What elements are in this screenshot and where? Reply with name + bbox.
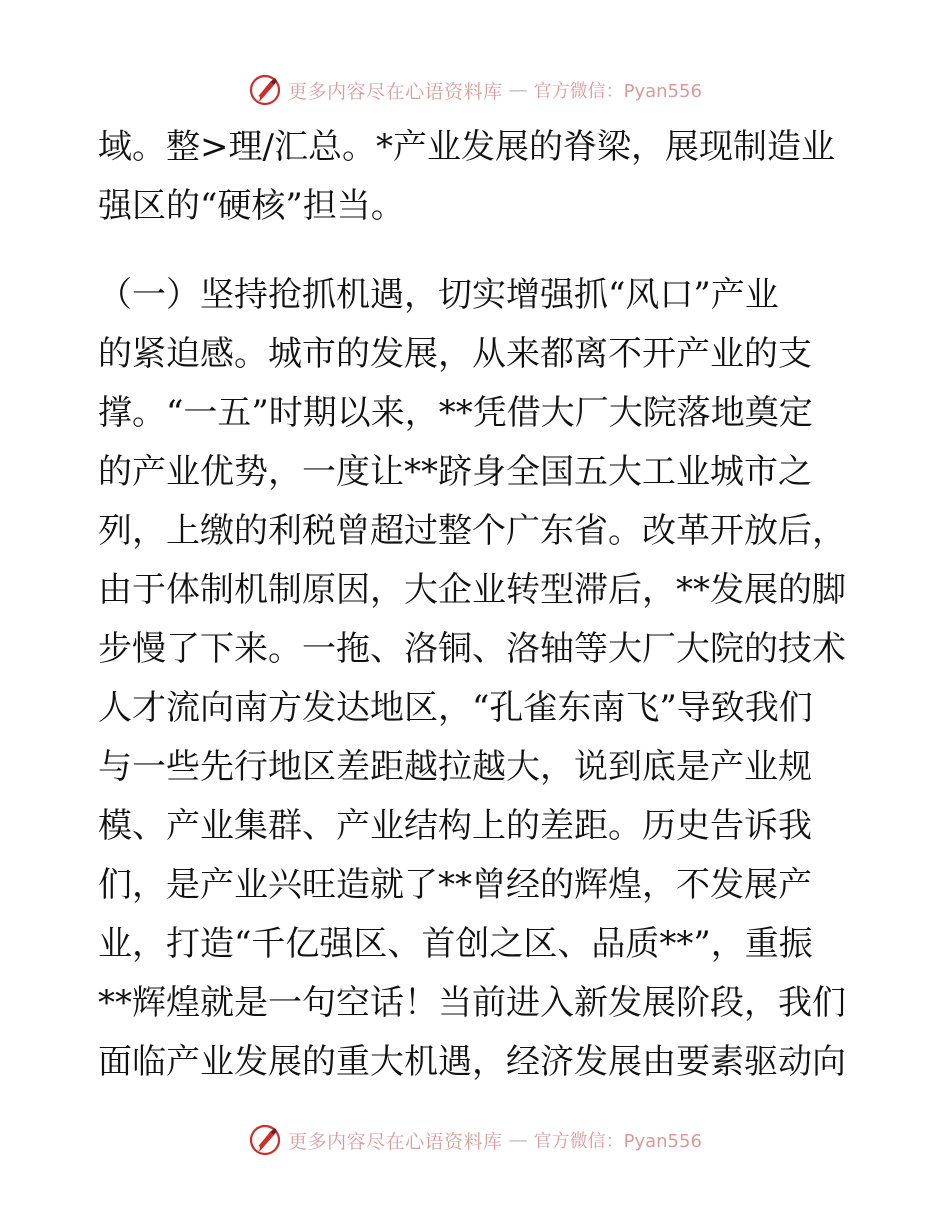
- text-line: **辉煌就是一句空话！当前进入新发展阶段，我们: [98, 983, 846, 1023]
- footer-banner: [0, 1120, 950, 1160]
- banner-contact: 官方微信：Pyan556: [533, 1131, 702, 1152]
- text-line: 们，是产业兴旺造就了**曾经的辉煌，不发展产: [98, 865, 812, 905]
- quill-pen-logo-icon: [248, 73, 282, 107]
- text-line: （一）坚持抢抓机遇，切实增强抓“风口”产业: [98, 275, 779, 315]
- banner-title: 更多内容尽在心语资料库: [288, 1130, 503, 1153]
- quill-pen-logo-icon: [248, 1123, 282, 1157]
- text-line: 人才流向南方发达地区，“孔雀东南飞”导致我们: [98, 688, 813, 728]
- text-line: 模、产业集群、产业结构上的差距。历史告诉我: [98, 806, 812, 846]
- text-line: 列，上缴的利税曾超过整个广东省。改革开放后，: [98, 511, 846, 551]
- text-line: 的紧迫感。城市的发展，从来都离不开产业的支: [98, 334, 812, 374]
- header-banner: [0, 70, 950, 110]
- text-line: 步慢了下来。一拖、洛铜、洛轴等大厂大院的技术: [98, 629, 846, 669]
- text-line: 强区的“硬核”担当。: [98, 186, 405, 226]
- text-line: 撑。“一五”时期以来，**凭借大厂大院落地奠定: [98, 393, 813, 433]
- text-line: 域。整>理/汇总。*产业发展的脊梁，展现制造业: [98, 127, 835, 167]
- banner-title: 更多内容尽在心语资料库: [288, 80, 503, 103]
- banner-separator: —: [508, 79, 528, 101]
- text-line: 由于体制机制原因，大企业转型滞后，**发展的脚: [98, 570, 846, 610]
- banner-separator: —: [508, 1129, 528, 1151]
- text-line: 面临产业发展的重大机遇，经济发展由要素驱动向: [98, 1042, 846, 1082]
- text-line: 业，打造“千亿强区、首创之区、品质**”，重振: [98, 924, 813, 964]
- document-body: [98, 118, 858, 1092]
- paragraph-gap: [98, 236, 858, 266]
- paragraph-1: [98, 118, 858, 236]
- text-line: 与一些先行地区差距越拉越大，说到底是产业规: [98, 747, 812, 787]
- banner-contact: 官方微信：Pyan556: [533, 81, 702, 102]
- text-line: 的产业优势，一度让**跻身全国五大工业城市之: [98, 452, 812, 492]
- paragraph-2: [98, 266, 858, 1092]
